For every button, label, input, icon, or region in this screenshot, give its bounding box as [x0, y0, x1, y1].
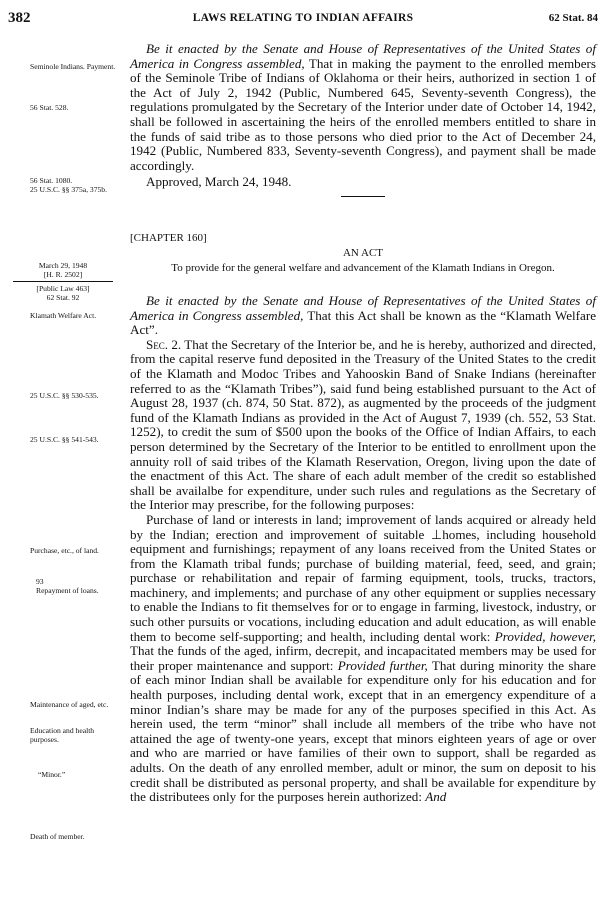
statute-reference: 62 Stat. 84 [548, 12, 598, 24]
approved-line: Approved, March 24, 1948. [146, 174, 292, 190]
running-head: LAWS RELATING TO INDIAN AFFAIRS [192, 12, 414, 24]
purposes-paragraph: Purchase of land or interests in land; improvement of lands acquired or already held by the Indian; erection and improvement of suitable ⊥homes, including household equipment and furnishings; repayment of any loans received from the United States or from the Klamath tribal funds; purchase of building material, feed, seed, and grain; purchase or rehabilitation and repair of farming equipment, tools, trucks, tractors, machinery, and implements; and purchase of any other equipment or supplies necessary to enable the Indians to fit themselves for or to engage in farming, livestock, industry, or such other pursuits or vocations, including education and adult education, as will enable them to become self-supporting; and health, including dental work: Provided, however, That the funds of the aged, infirm, decrepit, and incapacitated members may be used for their proper maintenance and support: Provided further, That during minority the share of each minor Indian shall be available for expenditure only for his education and for health purposes, including dental work, except that in an emergency expenditure of a minor Indian’s share may be made for any of the purposes specified in this Act. As herein used, the term “minor” shall include all members of the tribe who have not attained the age of twenty-one years, except that minors eighteen years of age or over and who are married or have families of their own to support, shall be regarded as adults. On the death of any enrolled member, adult or minor, the sum on deposit to his credit shall be distributed as personal property, and shall be available for expenditure by the distributees only for the purposes herein authorized: And [130, 511, 596, 805]
margin-note-usc-541: 25 U.S.C. §§ 541-543. [30, 435, 99, 444]
margin-note-education: Education and health purposes. [30, 726, 95, 744]
chapter-number: [CHAPTER 160] [130, 232, 207, 244]
enacting-paragraph-2: Be it enacted by the Senate and House of Representatives of the United States of America in Congress assembled, That this Act shall be known as the “Klamath Welfare Act”. [130, 293, 597, 338]
margin-note-repayment: 93 Repayment of loans. [36, 577, 99, 595]
margin-note-bill-info: March 29, 1948 [H. R. 2502] [Public Law 463] 62 Stat. 92 [4, 261, 122, 302]
margin-note-purchase: Purchase, etc., of land. [30, 546, 99, 555]
page-number: 382 [8, 10, 31, 26]
klamath-act-text [130, 294, 596, 805]
margin-note-stat-1080: 56 Stat. 1080. 25 U.S.C. §§ 375a, 375b. [30, 176, 107, 194]
enacting-paragraph-1: Be it enacted by the Senate and House of Representatives of the United States of America in Congress assembled, That in making the payment to the enrolled members of the Seminole Tribe of Indians of Oklahoma or their heirs, authorized in section 1 of the Act of July 2, 1942 (Public, Numbered 645, Seventy-seventh Congress), the regulations promulgated by the Secretary of the Interior under date of October 14, 1942, shall be followed in ascertaining the heirs of the enrolled members entitled to share in the funds of said tribe as to those persons who died prior to the Act of December 24, 1942 (Public, Numbered 833, Seventy-seventh Congress), and payment shall be made accordingly. [130, 41, 596, 173]
section-2-paragraph: Sec. 2. That the Secretary of the Interior be, and he is hereby, authorized and directed, from the capital reserve fund deposited in the Treasury of the United States to the credit of the Klamath and Modoc Tribes and Yahooskin Band of Snake Indians (hereinafter referred to as the “Klamath Tribes”), said fund being established pursuant to the Act of August 28, 1937 (ch. 874, 50 Stat. 872), as augmented by the proceeds of the judgment fund of the Klamath Indians as provided in the Act of August 7, 1939 (ch. 552, 53 Stat. 1252), to credit the sum of $500 upon the books of the Office of Indian Affairs, to each person determined by the Secretary of the Interior to be entitled to enrollment upon the annuity roll of said tribes of the Klamath Reservation, Oregon, living upon the date of the enactment of this Act. The share of each adult member of the credit so established shall be availalbe for expenditure, under such rules and regulations as the Secretary of the Interior may prescribe, for the following purposes: [130, 336, 596, 513]
seminole-act-text [130, 42, 596, 197]
margin-note-maintenance: Maintenance of aged, etc. [30, 700, 109, 709]
chapter-heading [130, 232, 596, 275]
page-break-mark: ⊥ [430, 526, 443, 542]
act-title: To provide for the general welfare and advancement of the Klamath Indians in Oregon. [171, 262, 555, 274]
margin-note-usc-530: 25 U.S.C. §§ 530-535. [30, 391, 99, 400]
margin-note-seminole: Seminole Indians. Payment. [30, 62, 116, 71]
margin-note-stat-528: 56 Stat. 528. [30, 103, 69, 112]
margin-note-klamath-act: Klamath Welfare Act. [30, 311, 97, 320]
an-act-heading: AN ACT [342, 247, 384, 259]
margin-note-death: Death of member. [30, 832, 85, 841]
page-header [8, 10, 598, 30]
section-divider [341, 196, 385, 197]
margin-note-minor: “Minor.” [38, 770, 66, 779]
